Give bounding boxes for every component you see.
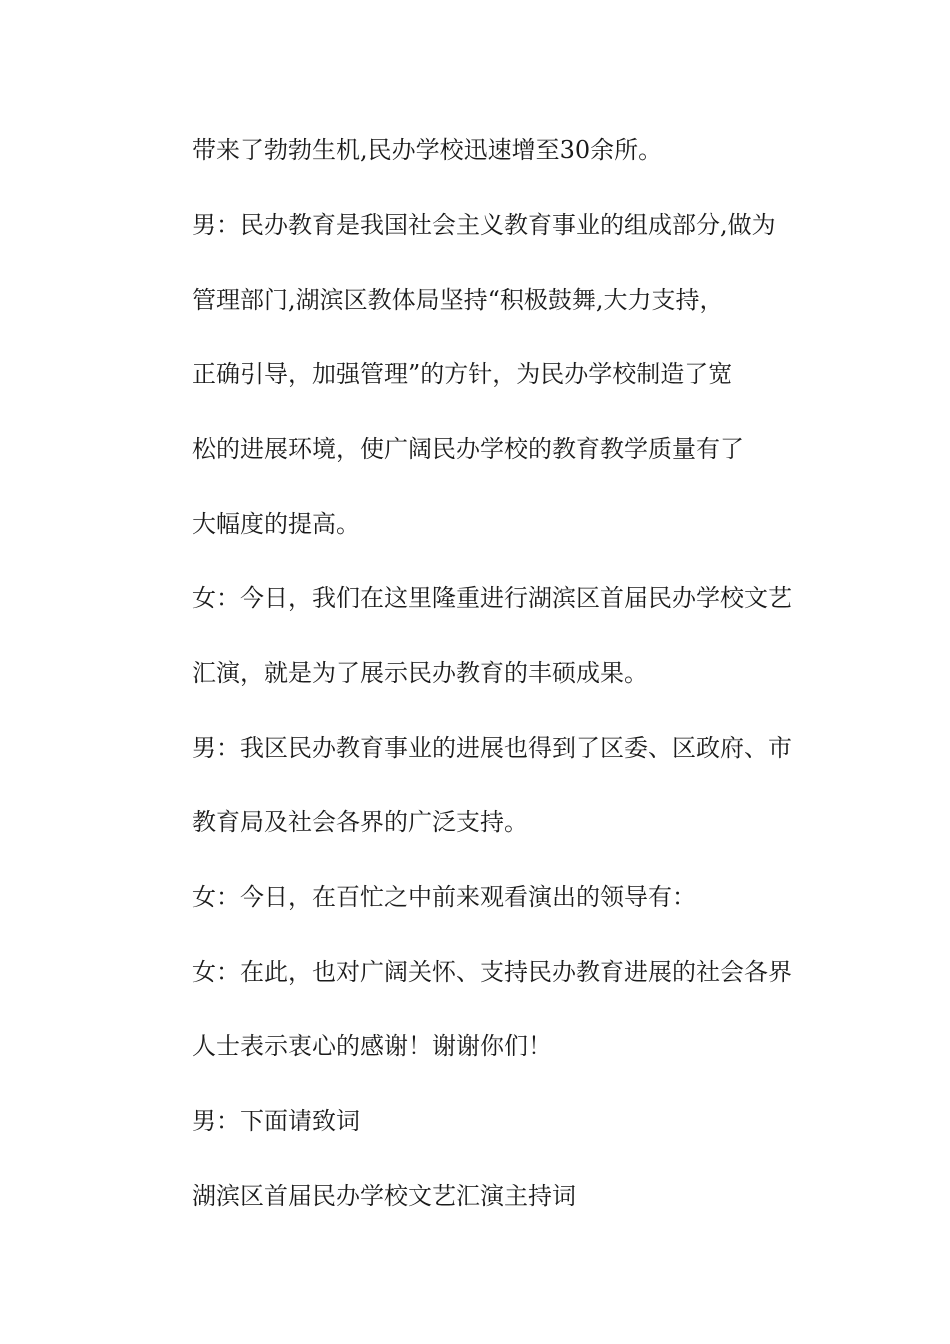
- text-line: 松的进展环境，使广阔民办学校的教育教学质量有了: [192, 435, 744, 463]
- text-line: 女：今日，在百忙之中前来观看演出的领导有：: [192, 883, 696, 911]
- text-line: 管理部门,湖滨区教体局坚持“积极鼓舞,大力支持，: [192, 286, 724, 314]
- text-line: 汇演，就是为了展示民办教育的丰硕成果。: [192, 659, 648, 687]
- text-line: 女：今日，我们在这里隆重进行湖滨区首届民办学校文艺: [192, 584, 792, 612]
- text-line: 教育局及社会各界的广泛支持。: [192, 808, 528, 836]
- text-line: 带来了勃勃生机,民办学校迅速增至30余所。: [192, 136, 663, 164]
- text-line: 湖滨区首届民办学校文艺汇演主持词: [192, 1182, 576, 1210]
- text-line: 人士表示衷心的感谢！谢谢你们！: [192, 1032, 552, 1060]
- text-line: 男：我区民办教育事业的进展也得到了区委、区政府、市: [192, 734, 792, 762]
- text-line: 男：下面请致词: [192, 1107, 360, 1135]
- text-line: 男：民办教育是我国社会主义教育事业的组成部分,做为: [192, 211, 776, 239]
- text-line: 正确引导，加强管理”的方针，为民办学校制造了宽: [192, 360, 733, 388]
- text-line: 大幅度的提高。: [192, 510, 360, 538]
- text-line: 女：在此，也对广阔关怀、支持民办教育进展的社会各界: [192, 958, 792, 986]
